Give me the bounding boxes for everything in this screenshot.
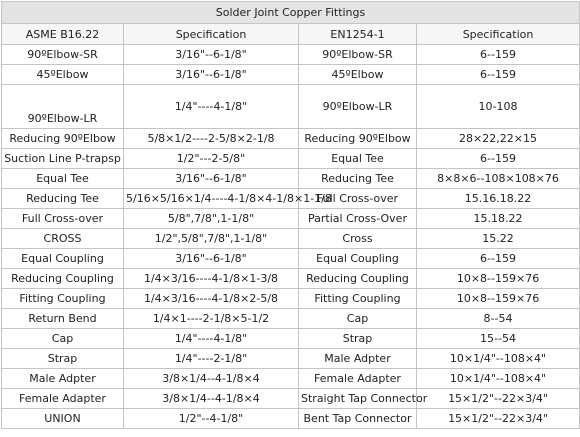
asme-specification-cell: 1/4×1----2-1/8×5-1/2 [124, 309, 299, 329]
asme-specification-cell: 3/16"--6-1/8" [124, 65, 299, 85]
en-specification-cell: 6--159 [417, 149, 580, 169]
en-fitting-cell: 45ºElbow [299, 65, 417, 85]
table-row [2, 85, 580, 129]
en-fitting-cell: Cross [299, 229, 417, 249]
asme-specification-cell: 5/8",7/8",1-1/8" [124, 209, 299, 229]
en-specification-cell: 6--159 [417, 249, 580, 269]
asme-specification-cell: 1/4×3/16----4-1/8×1-3/8 [124, 269, 299, 289]
en-specification-cell: 15×1/2"--22×3/4" [417, 409, 580, 429]
header-asme: ASME B16.22 [2, 24, 124, 45]
table-row [2, 65, 580, 85]
asme-fitting-cell: Full Cross-over [2, 209, 124, 229]
asme-fitting-cell: Strap [2, 349, 124, 369]
asme-specification-cell: 1/4"----4-1/8" [124, 85, 299, 129]
table-row [2, 229, 580, 249]
en-specification-cell: 15.22 [417, 229, 580, 249]
asme-specification-cell: 3/16"--6-1/8" [124, 249, 299, 269]
en-fitting-cell: Reducing Coupling [299, 269, 417, 289]
en-fitting-cell: Cap [299, 309, 417, 329]
asme-fitting-cell: Equal Tee [2, 169, 124, 189]
en-specification-cell: 10-108 [417, 85, 580, 129]
en-fitting-cell: Reducing 90ºElbow [299, 129, 417, 149]
en-specification-cell: 15×1/2"--22×3/4" [417, 389, 580, 409]
table-title: Solder Joint Copper Fittings [2, 2, 580, 24]
header-asme-specification: Specification [124, 24, 299, 45]
table-row [2, 169, 580, 189]
asme-fitting-cell: Reducing 90ºElbow [2, 129, 124, 149]
asme-specification-cell: 1/4×3/16----4-1/8×2-5/8 [124, 289, 299, 309]
table-row [2, 389, 580, 409]
en-specification-cell: 10×1/4"--108×4" [417, 349, 580, 369]
en-fitting-cell: Strap [299, 329, 417, 349]
asme-specification-cell: 1/2"--4-1/8" [124, 409, 299, 429]
asme-fitting-cell: 90ºElbow-SR [2, 45, 124, 65]
table-row [2, 369, 580, 389]
asme-specification-cell: 3/8×1/4--4-1/8×4 [124, 369, 299, 389]
asme-specification-cell: 1/4"----4-1/8" [124, 329, 299, 349]
header-en-specification: Specification [417, 24, 580, 45]
en-specification-cell: 10×8--159×76 [417, 269, 580, 289]
en-fitting-cell: 90ºElbow-SR [299, 45, 417, 65]
en-specification-cell: 15--54 [417, 329, 580, 349]
table-row [2, 209, 580, 229]
table-row [2, 45, 580, 65]
table-row [2, 249, 580, 269]
asme-fitting-cell: Reducing Coupling [2, 269, 124, 289]
asme-specification-cell: 3/16"--6-1/8" [124, 45, 299, 65]
en-specification-cell: 6--159 [417, 45, 580, 65]
asme-fitting-cell: Cap [2, 329, 124, 349]
asme-fitting-cell: Female Adapter [2, 389, 124, 409]
en-fitting-cell: Partial Cross-Over [299, 209, 417, 229]
en-fitting-cell: Male Adpter [299, 349, 417, 369]
en-fitting-cell: Reducing Tee [299, 169, 417, 189]
table-row [2, 269, 580, 289]
en-fitting-cell: Equal Coupling [299, 249, 417, 269]
en-fitting-cell: Full Cross-over [299, 189, 417, 209]
asme-specification-cell: 3/8×1/4--4-1/8×4 [124, 389, 299, 409]
asme-fitting-cell: Equal Coupling [2, 249, 124, 269]
asme-fitting-cell: Return Bend [2, 309, 124, 329]
solder-joint-fittings-table [1, 1, 580, 429]
table-row [2, 349, 580, 369]
asme-fitting-cell: CROSS [2, 229, 124, 249]
header-en: EN1254-1 [299, 24, 417, 45]
asme-specification-cell: 3/16"--6-1/8" [124, 169, 299, 189]
en-fitting-cell: Female Adapter [299, 369, 417, 389]
en-specification-cell: 10×8--159×76 [417, 289, 580, 309]
asme-fitting-cell: UNION [2, 409, 124, 429]
fittings-table-container [0, 1, 580, 437]
asme-fitting-cell: 90ºElbow-LR [2, 85, 124, 129]
asme-specification-cell: 1/4"----2-1/8" [124, 349, 299, 369]
en-specification-cell: 28×22,22×15 [417, 129, 580, 149]
en-fitting-cell: Fitting Coupling [299, 289, 417, 309]
table-row [2, 309, 580, 329]
asme-specification-cell: 5/16×5/16×1/4----4-1/8×4-1/8×1-1/8 [124, 189, 299, 209]
asme-fitting-cell: 45ºElbow [2, 65, 124, 85]
en-specification-cell: 15.16.18.22 [417, 189, 580, 209]
asme-specification-cell: 5/8×1/2----2-5/8×2-1/8 [124, 129, 299, 149]
en-specification-cell: 10×1/4"--108×4" [417, 369, 580, 389]
en-specification-cell: 6--159 [417, 65, 580, 85]
en-specification-cell: 15.18.22 [417, 209, 580, 229]
asme-fitting-cell: Suction Line P-trapsp [2, 149, 124, 169]
en-fitting-cell: Bent Tap Connector [299, 409, 417, 429]
table-row [2, 329, 580, 349]
table-row [2, 409, 580, 429]
asme-fitting-cell: Reducing Tee [2, 189, 124, 209]
en-specification-cell: 8×8×6--108×108×76 [417, 169, 580, 189]
header-row [2, 24, 580, 45]
table-row [2, 149, 580, 169]
table-row [2, 129, 580, 149]
asme-fitting-cell: Fitting Coupling [2, 289, 124, 309]
asme-specification-cell: 1/2"---2-5/8" [124, 149, 299, 169]
asme-fitting-cell: Male Adpter [2, 369, 124, 389]
table-row [2, 289, 580, 309]
en-fitting-cell: Straight Tap Connector [299, 389, 417, 409]
asme-specification-cell: 1/2",5/8",7/8",1-1/8" [124, 229, 299, 249]
en-fitting-cell: Equal Tee [299, 149, 417, 169]
en-fitting-cell: 90ºElbow-LR [299, 85, 417, 129]
en-specification-cell: 8--54 [417, 309, 580, 329]
table-row [2, 189, 580, 209]
